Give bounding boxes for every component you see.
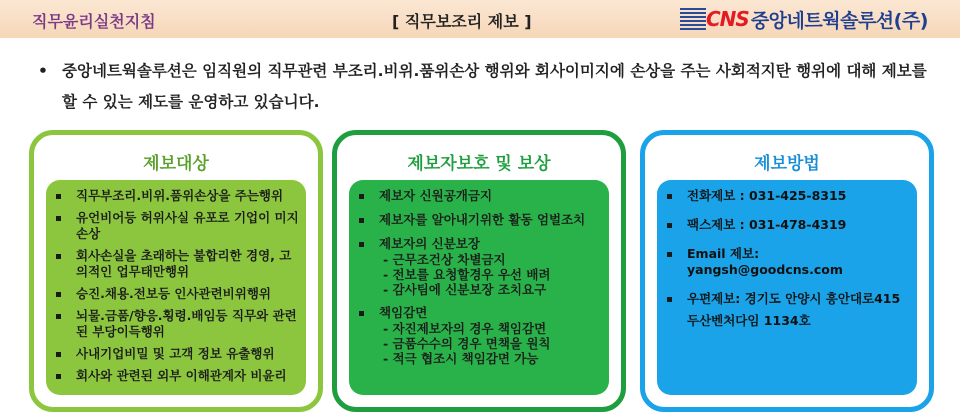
list-item-text: 우편제보: 경기도 안양시 흥안대로415 <box>687 291 901 306</box>
list-item-text: 회사손실을 초래하는 불합리한 경영, 고의적인 업무태만행위 <box>76 248 292 279</box>
bullet-icon <box>359 218 364 223</box>
panel-title: 제보대상 <box>143 154 209 174</box>
list-item-text: 팩스제보 : 031-478-4319 <box>687 217 847 232</box>
list-item-text: 사내기업비밀 및 고객 정보 유출행위 <box>76 346 275 361</box>
panel-report-targets <box>29 130 323 412</box>
panel-title: 제보방법 <box>754 154 820 174</box>
list-item-text: 유언비어등 허위사실 유포로 기업이 미지 손상 <box>76 210 299 241</box>
phone-report-item <box>665 188 911 204</box>
header-center-title: [ 직무보조리 제보 ] <box>392 12 532 31</box>
sub-item: - 자진제보자의 경우 책임감면 <box>383 321 547 336</box>
list-item-text: 제보자를 알아내기위한 활동 엄벌조치 <box>379 212 586 227</box>
bullet-icon <box>56 292 61 297</box>
bullet-icon <box>667 252 672 257</box>
list-item <box>54 368 300 384</box>
list-item <box>357 305 603 366</box>
panel-content <box>349 180 609 395</box>
list-item <box>54 308 300 340</box>
report-methods-list <box>665 188 911 329</box>
list-item-text: 책임감면 <box>379 305 428 320</box>
bullet-icon <box>359 311 364 316</box>
bullet-icon <box>56 352 61 357</box>
sub-item: - 전보를 요청할경우 우선 배려 <box>383 267 551 282</box>
panel-whistleblower-protection <box>332 130 626 412</box>
header-left-title: 직무윤리실천지침 <box>32 12 156 31</box>
protection-list <box>357 188 603 366</box>
panel-content <box>657 180 917 395</box>
bullet-icon <box>56 254 61 259</box>
panel-report-methods <box>640 130 934 412</box>
list-item <box>54 188 300 204</box>
logo-mark-icon <box>680 7 749 31</box>
list-item <box>357 212 603 228</box>
sub-item: - 근무조건상 차별금지 <box>383 252 506 267</box>
list-item <box>54 346 300 362</box>
list-item-text: 제보자 신원공개금지 <box>379 188 493 203</box>
panel-content <box>46 180 306 395</box>
bullet-icon <box>667 194 672 199</box>
bullet-icon <box>667 223 672 228</box>
fax-report-item <box>665 217 911 233</box>
list-item-text: 제보자의 신분보장 <box>379 236 480 251</box>
bullet-icon <box>56 374 61 379</box>
intro-bullet: • <box>38 62 48 80</box>
list-item <box>54 286 300 302</box>
list-item <box>54 248 300 280</box>
logo-company-name: 중앙네트웍솔루션(주) <box>750 9 928 32</box>
intro-paragraph <box>38 56 938 118</box>
header-bar <box>0 0 960 38</box>
address-line-2: 두산벤처다임 1134호 <box>687 313 811 328</box>
sub-item: - 감사팀에 신분보장 조치요구 <box>383 282 547 297</box>
email-report-item <box>665 246 911 278</box>
list-item <box>357 188 603 204</box>
bullet-icon <box>667 297 672 302</box>
list-item-text: 승진.채용.전보등 인사관련비위행위 <box>76 286 271 301</box>
list-item-text: 회사와 관련된 외부 이해관계자 비윤리 <box>76 368 287 383</box>
bullet-icon <box>56 216 61 221</box>
bullet-icon <box>359 242 364 247</box>
logo-stripes-icon <box>680 8 706 30</box>
list-item-text: 뇌물.금품/향응.횡령.배임등 직무와 관련된 부당이득행위 <box>76 308 297 339</box>
list-item-text: 직무부조리.비위.품위손상을 주는행위 <box>76 188 284 203</box>
list-item-text: Email 제보: yangsh@goodcns.com <box>687 246 843 277</box>
bullet-icon <box>56 314 61 319</box>
report-targets-list <box>54 188 300 384</box>
sub-item: - 적극 협조시 책임감면 가능 <box>383 351 539 366</box>
mail-report-item <box>665 291 911 329</box>
sub-item: - 금품수수의 경우 면책을 원칙 <box>383 336 551 351</box>
company-logo <box>680 5 928 33</box>
list-item-text: 전화제보 : 031-425-8315 <box>687 188 847 203</box>
panel-title: 제보자보호 및 보상 <box>407 154 551 174</box>
list-item <box>54 210 300 242</box>
list-item <box>357 236 603 297</box>
bullet-icon <box>359 194 364 199</box>
intro-text: 중앙네트웍솔루션은 임직원의 직무관련 부조리.비위.품위손상 행위와 회사이미지에 손상을 주는 사회적지탄 행위에 대해 제보를 할 수 있는 제도를 운영하고 있습니다. <box>62 62 927 111</box>
logo-letters: CNS <box>706 7 749 31</box>
bullet-icon <box>56 194 61 199</box>
